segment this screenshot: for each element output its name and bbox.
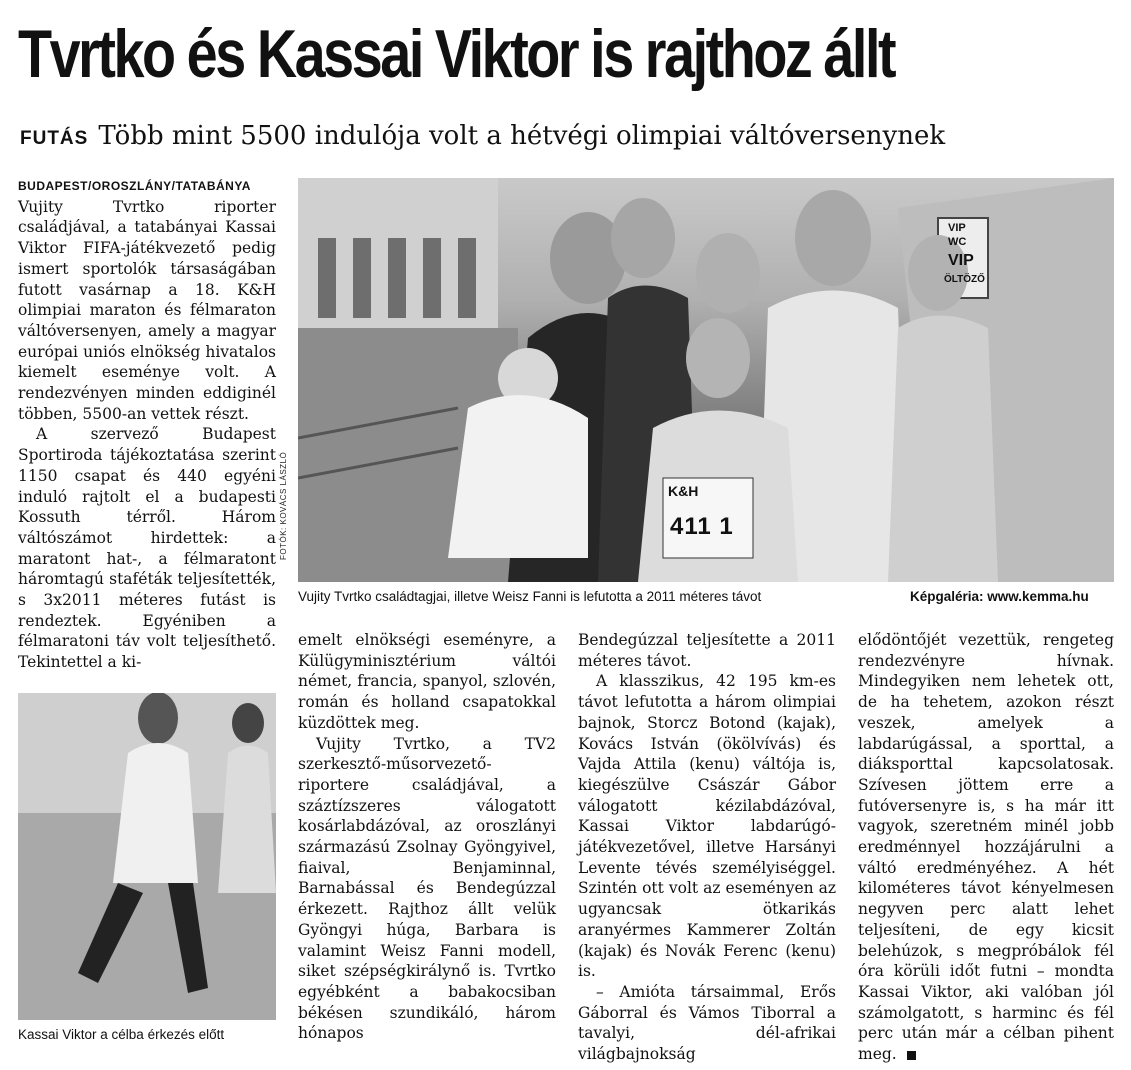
side-photo-illustration: [18, 693, 276, 1020]
subheadline: Több mint 5500 indulója volt a hétvégi olimpiai váltóversenynek: [98, 121, 946, 151]
side-photo-caption: Kassai Viktor a célba érkezés előtt: [18, 1027, 225, 1042]
dateline: BUDAPEST/OROSZLÁNY/TATABÁNYA: [18, 179, 251, 193]
section-kicker: FUTÁS: [20, 128, 89, 149]
lead-paragraph: BUDAPEST/OROSZLÁNY/TATABÁNYA Vujity Tvrtko riporter családjával, a tatabányai Kassai Viktor FIFA-játékvezető pedig ismert sportolók társaságában futott vasárnap a 18. K&H olimpiai maraton és félmaraton váltóversenyen, amely a magyar európai uniós elnökség hivatalos kiemelt eseménye volt. A rendezvényen minden eddiginél többen, 5500-an vettek részt.: [18, 179, 276, 423]
article-column-2: [298, 630, 556, 1044]
subheadline-row: [20, 118, 1120, 157]
article-column-4: [858, 630, 1114, 1065]
photo-gallery-link[interactable]: Képgaléria: www.kemma.hu: [910, 589, 1089, 604]
bib-sponsor-logo: K&H: [668, 483, 699, 499]
photo-credit: FOTÓK: KOVÁCS LÁSZLÓ: [279, 451, 288, 560]
sign-oltozo: ÖLTÖZŐ: [944, 274, 985, 285]
quote-paragraph: – Amióta társaimmal, Erős Gáborral és Vámos Tiborral a tavalyi, dél-afrikai világbajnokság: [578, 982, 836, 1064]
sign-vip-top: VIP: [948, 222, 966, 234]
headline: Tvrtko és Kassai Viktor is rajthoz állt: [18, 16, 895, 92]
paragraph-continued: Bendegúzzal teljesítette a 2011 méteres távot.: [578, 631, 836, 670]
article-column-1: [18, 175, 276, 673]
paragraph-continued: emelt elnökségi eseményre, a Külügyminisztérium váltói német, francia, spanyol, szlovén, román és holland csapatokkal küzdöttek meg.: [298, 631, 556, 732]
bib-number: 411 1: [670, 513, 734, 540]
paragraph: Vujity Tvrtko, a TV2 szerkesztő-műsorvezető-riportere családjával, a száztízszeres válogatott kosárlabdázóval, az oroszlányi származású Zsolnay Gyöngyivel, fiaival, Benjaminnal, Barnabással és Bendegúzzal érkezett. Rajthoz állt velük Gyöngyi húga, Barbara is valamint Weisz Fanni modell, siket szépségkirálynő is. Tvrtko egyébként a babakocsiban békésen szundikáló, három hónapos: [298, 734, 556, 1043]
end-mark: [907, 1051, 916, 1060]
paragraph: A szervező Budapest Sportiroda tájékoztatása szerint 1150 csapat és 440 egyéni induló rajtolt el a budapesti Kossuth térről. Három váltószámot hirdettek: a maratont hat-, a félmaratont háromtagú staféták teljesítették, s 3x2011 méteres futást is rendeztek. Egyéniben a félmaratoni táv volt teljesíthető. Tekintettel a ki-: [18, 425, 276, 672]
paragraph: A klasszikus, 42 195 km-es távot lefutotta a három olimpiai bajnok, Storcz Botond (kajak), Kovács István (ökölvívás) és Vajda Attila (kenu) váltója is, kiegészülve Császár Gábor válogatott kézilabdázóval, Kassai Viktor labdarúgó-játékvezetővel, illetve Harsányi Levente tévés személyiséggel. Szintén ott volt az eseményen az ugyancsak ötkarikás aranyérmes Kammerer Zoltán (kajak) és Novák Ferenc (kenu) is.: [578, 672, 836, 981]
main-photo-caption: Vujity Tvrtko családtagjai, illetve Weisz Fanni is lefutotta a 2011 méteres távot: [298, 589, 762, 604]
side-photo: [18, 693, 276, 1020]
article-column-3: [578, 630, 836, 1065]
paragraph-continued: elődöntőjét vezettük, rengeteg rendezvényre hívnak. Mindegyiken nem lehetek ott, de ha tehetem, azokon részt veszek, amelyek a labdarúgással, a sporttal, a diáksporttal kapcsolatosak. Szívesen jöttem erre a futóversenyre is, s ha már itt vagyok, szeretném minél jobb eredménnyel hozzájárulni a váltó eredményéhez. A hét kilométeres távot kényelmesen negyven perc alatt lehet teljesíteni, de egy kicsit belehúzok, s megpróbálok fél óra körüli időt futni – mondta Kassai Viktor, aki valóban jól számolgatott, s harminc és fél perc után már a célban pihent meg.: [858, 631, 1114, 1064]
main-photo: [298, 178, 1114, 582]
sign-vip: VIP: [948, 252, 974, 269]
sign-wc: WC: [948, 236, 967, 248]
